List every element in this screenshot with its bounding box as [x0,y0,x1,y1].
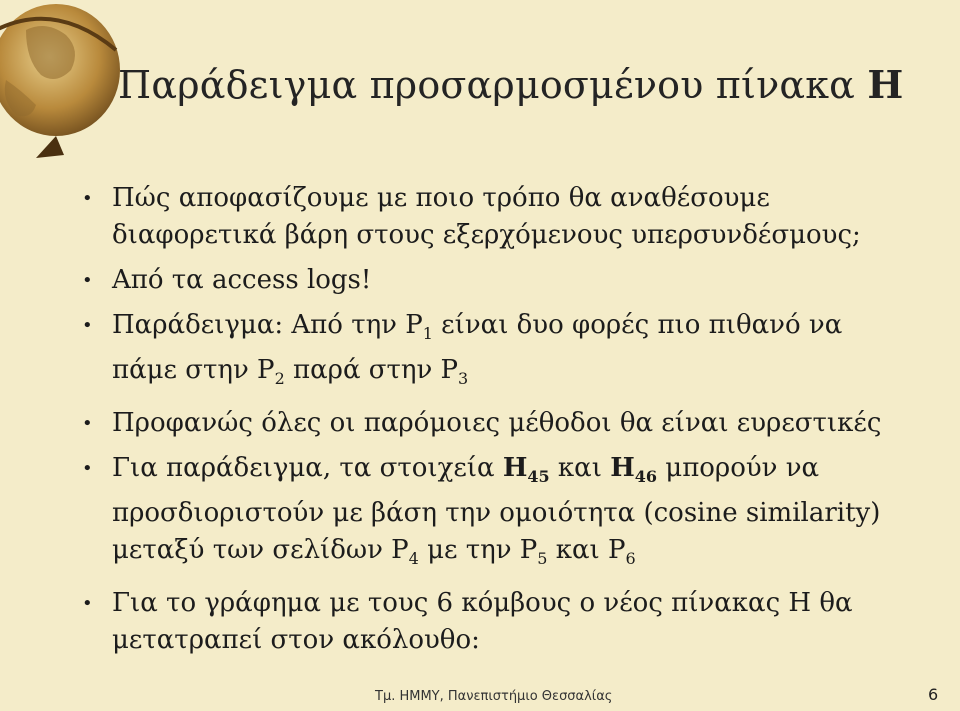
bullet-item: • Προφανώς όλες οι παρόμοιες μέθοδοι θα είναι ευρεστικές [82,408,882,438]
bullet-item: • Για το γράφημα με τους 6 κόμβους ο νέος πίνακας H θα μετατραπεί στον ακόλουθο: [82,588,853,655]
globe-image [0,0,131,160]
bullet-item: • Παράδειγμα: Από την $P_1$ είναι δυο φορές πιο πιθανό να πάμε στην $P_2$ παρά στην $P_3$ [82,310,843,388]
page-number: 6 [928,685,939,704]
slide-title: Παράδειγμα προσαρμοσμένου πίνακα H [118,62,904,107]
title-matrix-symbol: H [867,62,904,107]
footer-text: Τμ. ΗΜΜΥ, Πανεπιστήμιο Θεσσαλίας [375,689,613,704]
bullet-item: • Από τα access logs! [82,265,372,295]
bullet-item: • Για παράδειγμα, τα στοιχεία $H_{45}$ και $H_{46}$ μπορούν να προσδιοριστούν με βάση την ομοιότητα (cosine similarity) μεταξύ των σελίδων $P_4$ με την $P_5$ και $P_6$ [82,453,881,568]
bullet-list [82,180,882,667]
bullet-item: • Πώς αποφασίζουμε με ποιο τρόπο θα αναθέσουμε διαφορετικά βάρη στους εξερχόμενους υπερσυνδέσμους; [82,183,861,250]
